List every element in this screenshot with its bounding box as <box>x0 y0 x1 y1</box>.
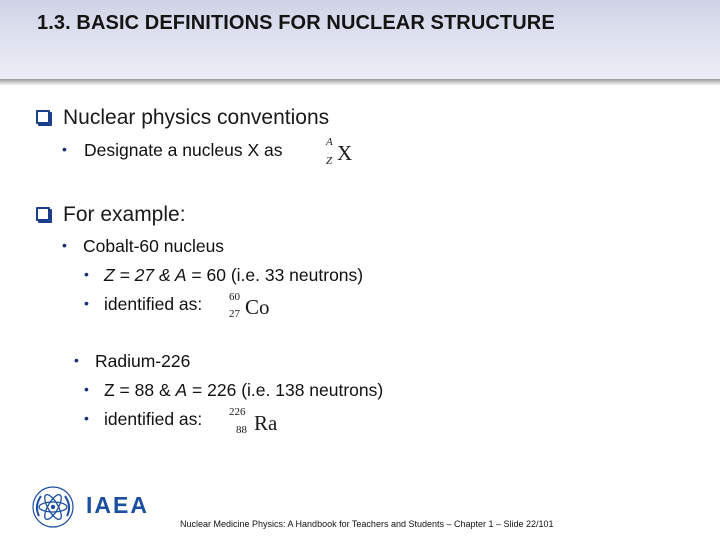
bullet-dot-icon: • <box>62 237 67 253</box>
bullet-dot-icon: • <box>84 410 89 426</box>
footer-citation: Nuclear Medicine Physics: A Handbook for Teachers and Students – Chapter 1 – Slide 22/101 <box>180 519 554 529</box>
element-symbol: Co <box>245 295 270 319</box>
section-heading-conventions: Nuclear physics conventions <box>63 106 330 129</box>
element-symbol: X <box>337 141 353 165</box>
atomic-number: 88 <box>236 424 247 436</box>
iaea-atom-logo-icon <box>30 484 76 530</box>
slide-title: 1.3. BASIC DEFINITIONS FOR NUCLEAR STRUCTURE <box>37 12 555 34</box>
mass-number: 60 <box>229 291 240 303</box>
checkbox-bullet-icon <box>36 110 50 124</box>
section-heading-example: For example: <box>63 203 186 226</box>
checkbox-bullet-icon <box>36 207 50 221</box>
nuclide-notation-cobalt <box>226 291 276 325</box>
bullet-dot-icon: • <box>84 295 89 311</box>
bullet-cobalt: Cobalt-60 nucleus <box>83 236 225 256</box>
radium-identified-label: identified as: <box>104 409 203 429</box>
element-symbol: Ra <box>254 411 278 435</box>
iaea-logo-text: IAEA <box>86 492 149 518</box>
atomic-number: Z <box>326 155 333 167</box>
nuclide-notation-generic <box>320 136 360 170</box>
bullet-dot-icon: • <box>74 352 79 368</box>
atomic-number: 27 <box>229 308 240 320</box>
nuclide-notation-radium <box>228 406 284 440</box>
cobalt-identified-label: identified as: <box>104 294 203 314</box>
bullet-dot-icon: • <box>62 141 67 157</box>
bullet-radium: Radium-226 <box>95 351 191 371</box>
bullet-dot-icon: • <box>84 381 89 397</box>
bullet-dot-icon: • <box>84 266 89 282</box>
radium-numbers: Z = 88 & A = 226 (i.e. 138 neutrons) <box>104 380 384 400</box>
bullet-designate-nucleus: Designate a nucleus X as <box>84 140 283 160</box>
title-divider <box>0 79 720 85</box>
mass-number: A <box>326 136 333 148</box>
mass-number: 226 <box>229 406 246 418</box>
cobalt-numbers: Z = 27 & A = 60 (i.e. 33 neutrons) <box>104 265 364 285</box>
